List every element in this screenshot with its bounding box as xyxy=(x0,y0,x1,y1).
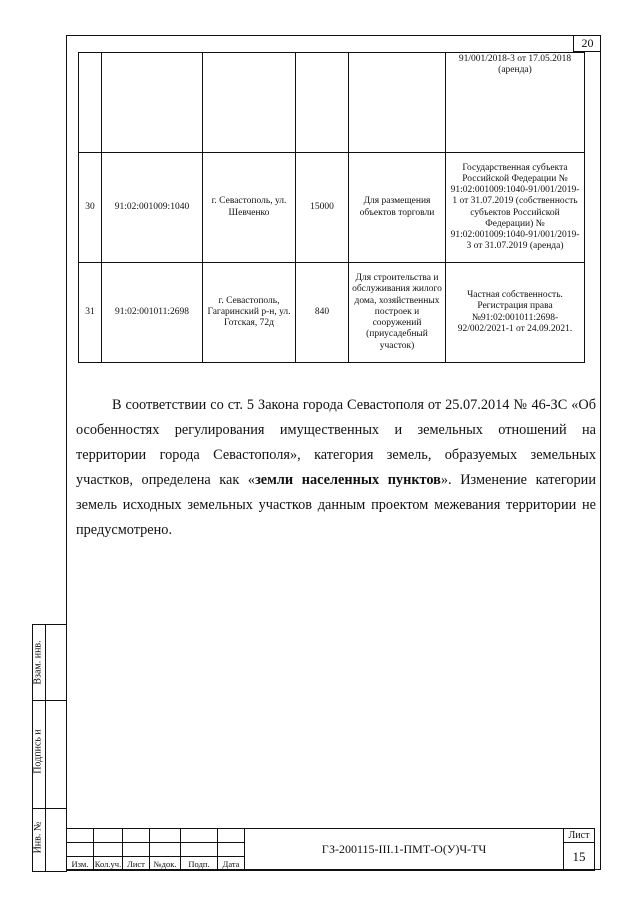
stamp-header: Дата xyxy=(218,857,245,871)
table-row xyxy=(79,153,585,263)
title-block xyxy=(66,828,595,871)
cell-use xyxy=(349,53,446,153)
side-label-vzam: Взам. инв. xyxy=(32,640,44,685)
cell-use: Для размещения объектов торговли xyxy=(349,153,446,263)
paragraph-bold-category: земли населенных пунктов xyxy=(255,472,441,488)
page-number: 20 xyxy=(573,35,601,52)
cell-cadastral xyxy=(102,53,203,153)
paragraph-text-after: ». Изменение категории земель исходных земельных участков данным проектом межевания территории не предусмотрено. xyxy=(76,472,596,538)
cell-rights: Государственная субъекта Российской Федерации № 91:02:001009:1040-91/001/2019-1 от 31.07.2019 (собственность субъектов Российской Федерации) № 91:02:001009:1040-91/001/2019-3 от 31.07.2019 (аренда) xyxy=(446,153,585,263)
stamp-header: №док. xyxy=(150,857,181,871)
stamp-header: Подп. xyxy=(181,857,218,871)
document-code: ГЗ-200115-III.1-ПМТ-О(У)Ч-ТЧ xyxy=(245,829,564,871)
stamp-header: Изм. xyxy=(67,857,94,871)
table-row xyxy=(79,53,585,153)
cell-area xyxy=(296,53,349,153)
cell-no: 31 xyxy=(79,263,102,363)
cell-no: 30 xyxy=(79,153,102,263)
sheet-number: 15 xyxy=(564,843,595,871)
paragraph-text-before: В соответствии со ст. 5 Закона города Севастополя от 25.07.2014 № 46-ЗС «Об особенностях регулирования имущественных и земельных отношений на территории города Севастополя», категория земель, образуемых земельных участков, определена как « xyxy=(76,397,596,488)
cell-cadastral: 91:02:001011:2698 xyxy=(102,263,203,363)
body-paragraph xyxy=(76,393,596,543)
side-label-inv: Инв. № xyxy=(32,821,44,854)
cell-address xyxy=(203,53,296,153)
side-label-podpis: Подпись и xyxy=(32,729,44,774)
table-row xyxy=(79,263,585,363)
cell-address: г. Севастополь, Гагаринский р-н, ул. Готская, 72д xyxy=(203,263,296,363)
cell-rights: 91/001/2018-3 от 17.05.2018 (аренда) xyxy=(446,53,585,153)
stamp-header: Лист xyxy=(123,857,150,871)
stamp-header: Кол.уч. xyxy=(94,858,122,869)
cell-area: 840 xyxy=(296,263,349,363)
cell-use: Для строительства и обслуживания жилого дома, хозяйственных построек и сооружений (приусадебный участок) xyxy=(349,263,446,363)
land-plots-table xyxy=(78,52,585,363)
cell-no xyxy=(79,53,102,153)
cell-rights: Частная собственность. Регистрация права №91:02:001011:2698-92/002/2021-1 от 24.09.2021. xyxy=(446,263,585,363)
cell-address: г. Севастополь, ул. Шевченко xyxy=(203,153,296,263)
cell-cadastral: 91:02:001009:1040 xyxy=(102,153,203,263)
sheet-label: Лист xyxy=(564,829,595,843)
cell-area: 15000 xyxy=(296,153,349,263)
